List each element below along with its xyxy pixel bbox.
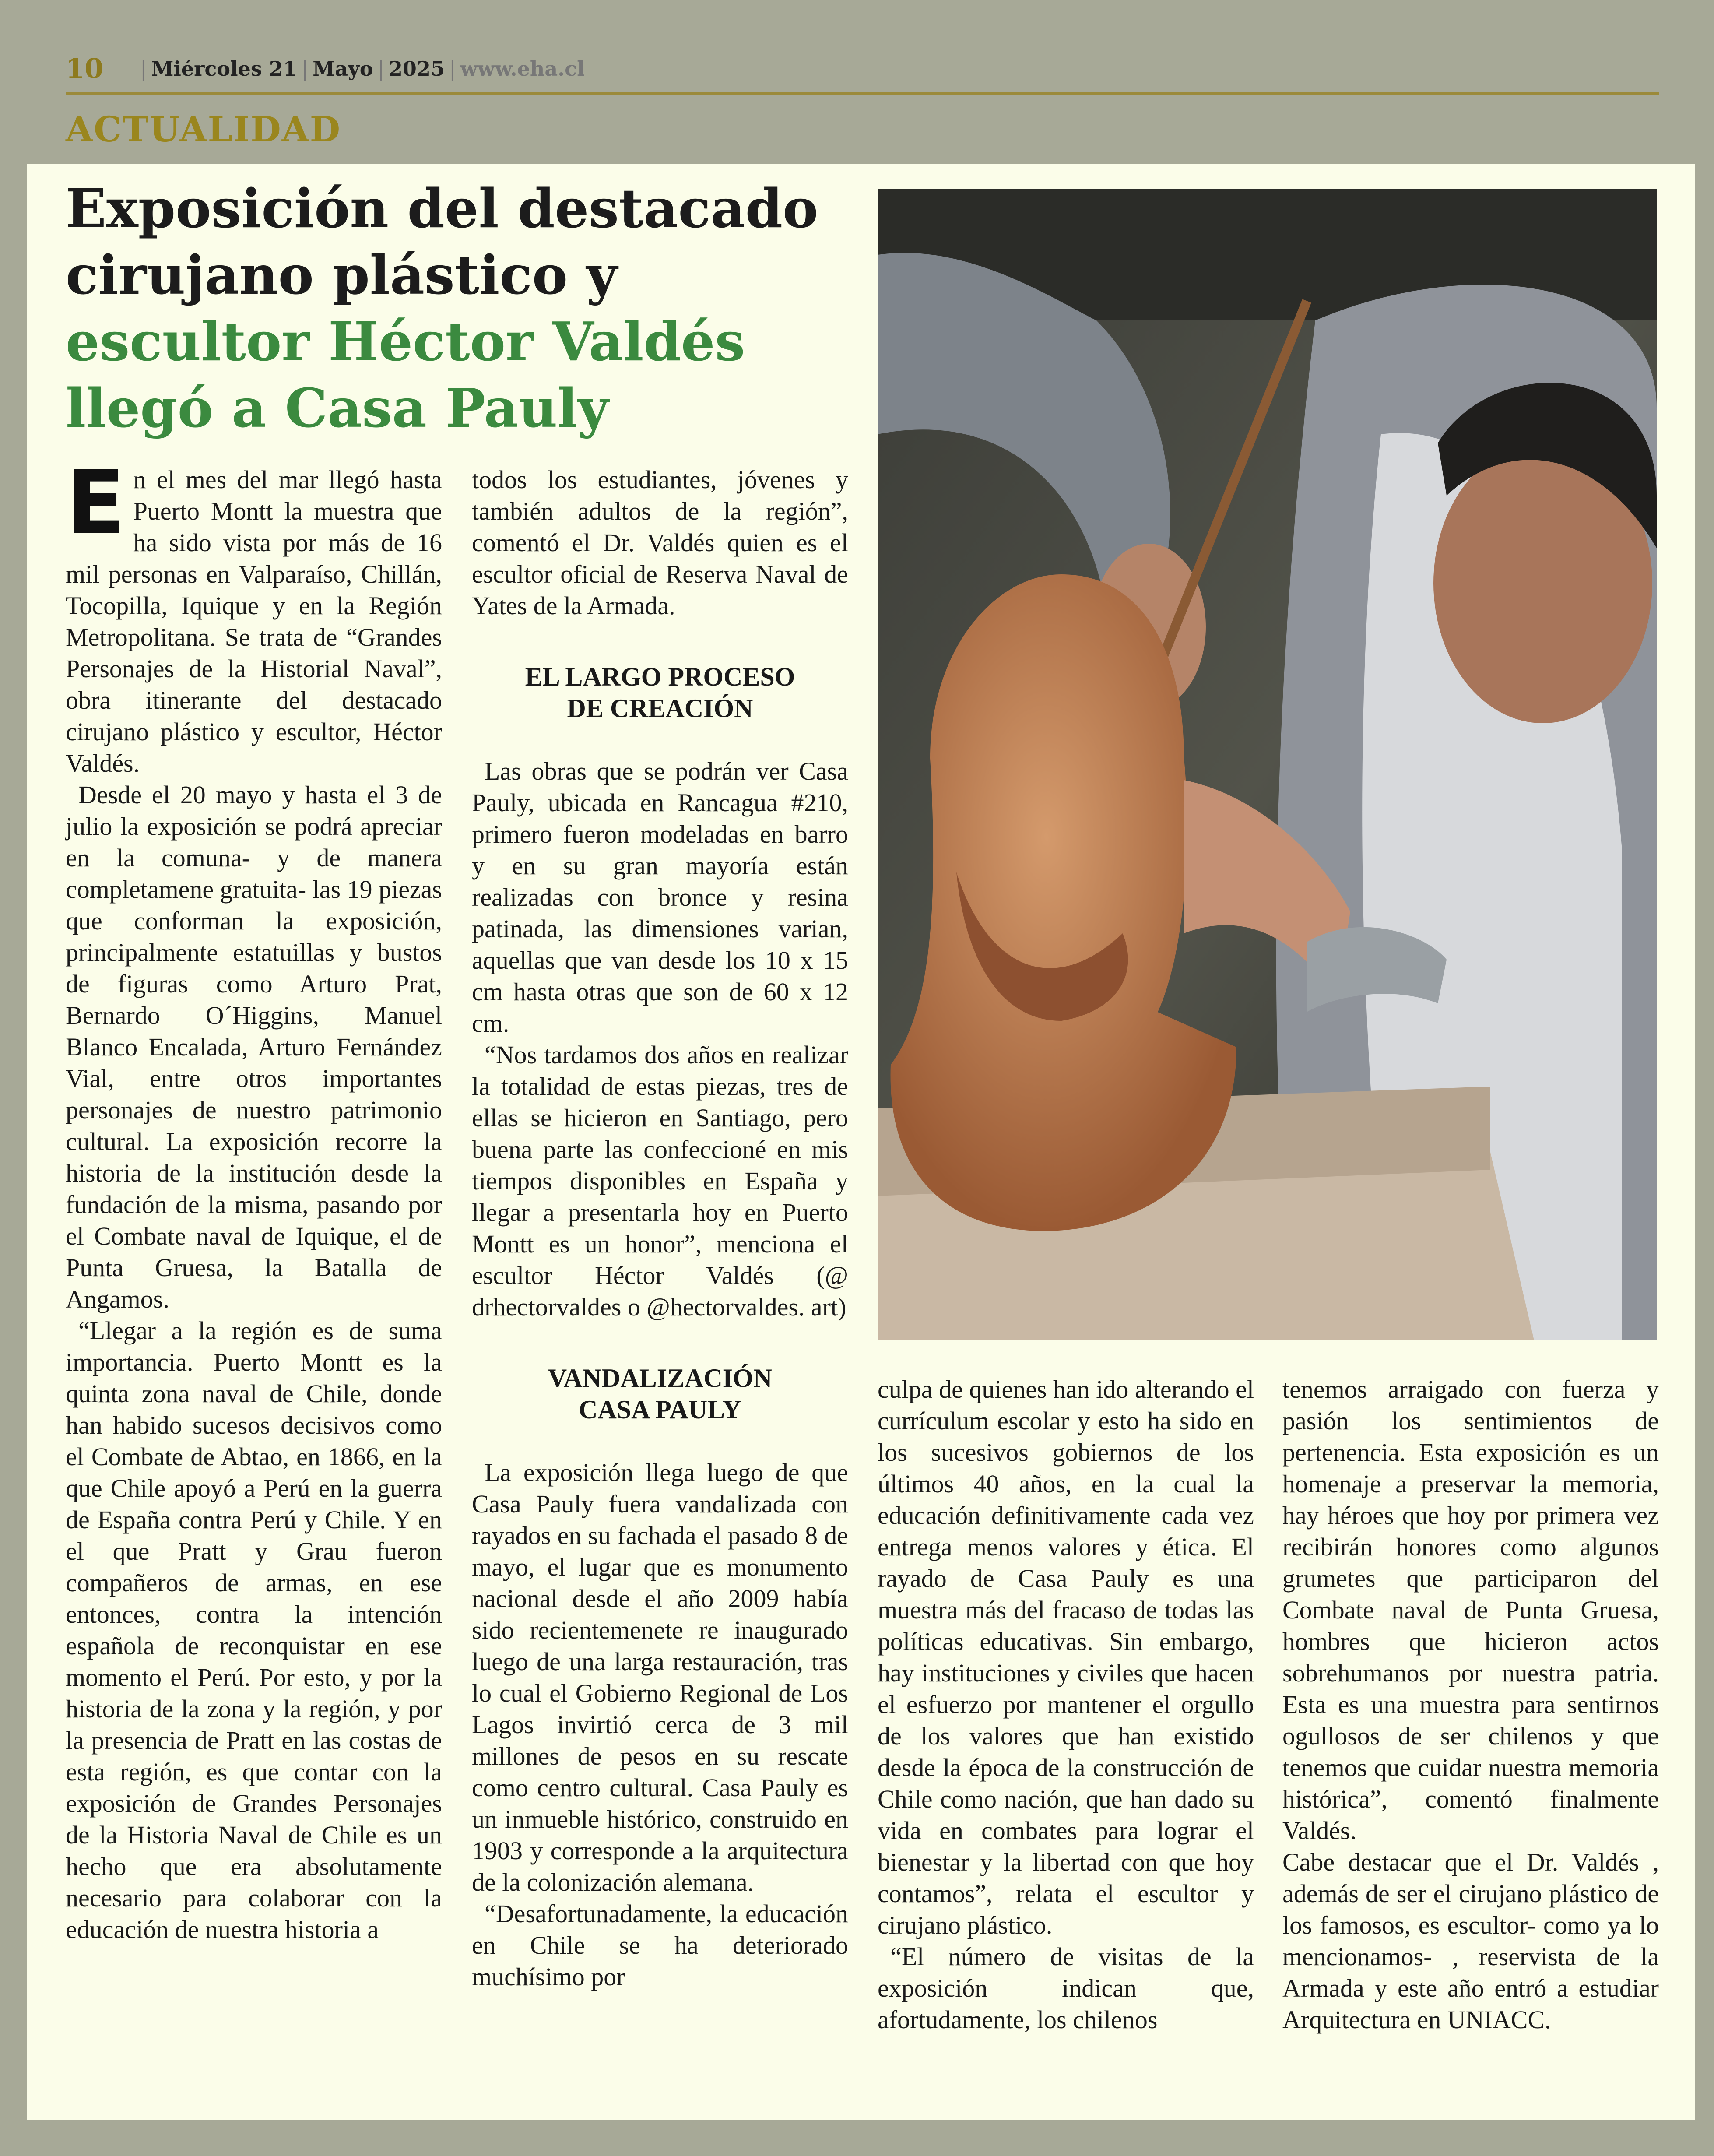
headline-dark: Exposición del destacado cirujano plástico y xyxy=(66,177,818,306)
paragraph: n el mes del mar llegó hasta Puerto Montt la muestra que ha sido vista por más de 16 mil personas en Valparaíso, Chillán, Tocopilla, Iquique y en la Región Metropolitana. Se trata de “Grandes Personajes de la Historial Naval”, obra itinerante del destacado cirujano plástico y escultor, Héctor Valdés. xyxy=(66,465,442,777)
paragraph: Cabe destacar que el Dr. Valdés , además de ser el cirujano plástico de los famosos, es escultor- como ya lo mencionamos- , reservista de la Armada y este año entró a estudiar Arquitectura en UNIACC. xyxy=(1282,1848,1659,2034)
issue-day: Miércoles 21 xyxy=(151,57,297,81)
article-column-2 xyxy=(472,464,848,1993)
headline-green: escultor Héctor Valdés llegó a Casa Pauly xyxy=(66,310,745,440)
paragraph: Desde el 20 mayo y hasta el 3 de julio la exposición se podrá apreciar en la comuna- y de manera completamene gratuita- las 19 piezas que conforman la exposición, principalmente estatuillas y bustos de figuras como Arturo Prat, Bernardo O´Higgins, Manuel Blanco Encalada, Arturo Fernández Vial, entre otros importantes personajes de nuestro patrimonio cultural. La exposición recorre la historia de la institución desde la fundación de la misma, pasando por el Combate naval de Iquique, el de Punta Gruesa, la Batalla de Angamos. xyxy=(66,781,442,1313)
sculptor-photo xyxy=(878,189,1657,1340)
article-column-3 xyxy=(878,1374,1254,2036)
article-column-1 xyxy=(66,452,442,1945)
paragraph: todos los estudiantes, jóvenes y también adultos de la región”, comentó el Dr. Valdés quien es el escultor oficial de Reserva Naval de Yates de la Armada. xyxy=(472,465,848,620)
paragraph: Las obras que se podrán ver Casa Pauly, ubicada en Rancagua #210, primero fueron modeladas en barro y en su gran mayoría están realizadas con bronce y resina patinada, las dimensiones varian, aquellas que van desde los 10 x 15 cm hasta otras que son de 60 x 12 cm. xyxy=(472,757,848,1038)
issue-month: Mayo xyxy=(313,57,373,81)
website-link[interactable]: www.eha.cl xyxy=(460,57,585,81)
paragraph: tenemos arraigado con fuerza y pasión los sentimientos de pertenencia. Esta exposición es un homenaje a preservar la memoria, hay héroes que hoy por primera vez recibirán honores como algunos grumetes que participaron del Combate naval de Punta Gruesa, hombres que hicieron actos sobrehumanos por nuestra patria. Esta es una muestra para sentirnos ogullosos de ser chilenos y que tenemos que cuidar nuestra memoria histórica”, comentó finalmente Valdés. xyxy=(1282,1375,1659,1845)
paragraph: La exposición llega luego de que Casa Pauly fuera vandalizada con rayados en su fachada el pasado 8 de mayo, el lugar que es monumento nacional desde el año 2009 había sido recientemenete re inaugurado luego de una larga restauración, tras lo cual el Gobierno Regional de Los Lagos invirtió cerca de 3 mil millones de pesos en su rescate como centro cultural. Casa Pauly es un inmueble histórico, construido en 1903 y corresponde a la arquitectura de la colonización alemana. xyxy=(472,1458,848,1896)
subheading-line: CASA PAULY xyxy=(579,1395,741,1424)
paragraph: “Llegar a la región es de suma importancia. Puerto Montt es la quinta zona naval de Chile, donde han habido sucesos decisivos como el Combate de Abtao, en 1866, en la que Chile apoyó a Perú en la guerra de España contra Perú y Chile. Y en el que Pratt y Grau fueron compañeros de armas, en ese entonces, contra la intención española de reconquistar en ese momento el Perú. Por esto, y por la historia de la zona y la región, y por la presencia de Pratt en las costas de esta región, es que contar con la exposición de Grandes Personajes de la Historia Naval de Chile es un hecho que era absolutamente necesario para colaborar con la educación de nuestra historia a xyxy=(66,1316,442,1944)
subheading-line: DE CREACIÓN xyxy=(567,694,753,723)
paragraph: “Desafortunadamente, la educación en Chile se ha deteriorado muchísimo por xyxy=(472,1899,848,1991)
article-column-4 xyxy=(1282,1374,1659,2036)
page-number: 10 xyxy=(66,53,104,84)
subheading-line: VANDALIZACIÓN xyxy=(548,1364,773,1393)
paragraph: “Nos tardamos dos años en realizar la totalidad de estas piezas, tres de ellas se hicieron en Santiago, pero buena parte las confeccioné en mis tiempos disponibles en España y llegar a presentarla hoy en Puerto Montt es un honor”, menciona el escultor Héctor Valdés (@ drhectorvaldes o @hectorvaldes. art) xyxy=(472,1041,848,1321)
issue-dateline: | Miércoles 21 | Mayo | 2025 | www.eha.cl xyxy=(140,57,585,81)
subheading-line: EL LARGO PROCESO xyxy=(525,662,795,691)
section-label: ACTUALIDAD xyxy=(66,109,341,150)
page-header xyxy=(66,53,1659,95)
paragraph: “El número de visitas de la exposición indican que, afortudamente, los chilenos xyxy=(878,1942,1254,2034)
subheading-creation xyxy=(472,661,848,724)
paragraph: culpa de quienes han ido alterando el currículum escolar y esto ha sido en los sucesivos gobiernos de los últimos 40 años, en la cual la educación definitivamente cada vez entrega menos valores y ética. El rayado de Casa Pauly es una muestra más del fracaso de todas las políticas educativas. Sin embargo, hay instituciones y civiles que hacen el esfuerzo por mantener el orgullo de los valores que han existido desde la época de la construcción de Chile como nación, que han dado su vida en combates para lograr el bienestar y la libertad con que hoy contamos”, relata el escultor y cirujano plástico. xyxy=(878,1375,1254,1939)
sculptor-working-on-clay-bust-photo xyxy=(878,189,1657,1340)
issue-year: 2025 xyxy=(388,57,445,81)
article-headline xyxy=(66,175,853,441)
drop-cap: E xyxy=(66,452,126,554)
subheading-vandalization xyxy=(472,1362,848,1425)
